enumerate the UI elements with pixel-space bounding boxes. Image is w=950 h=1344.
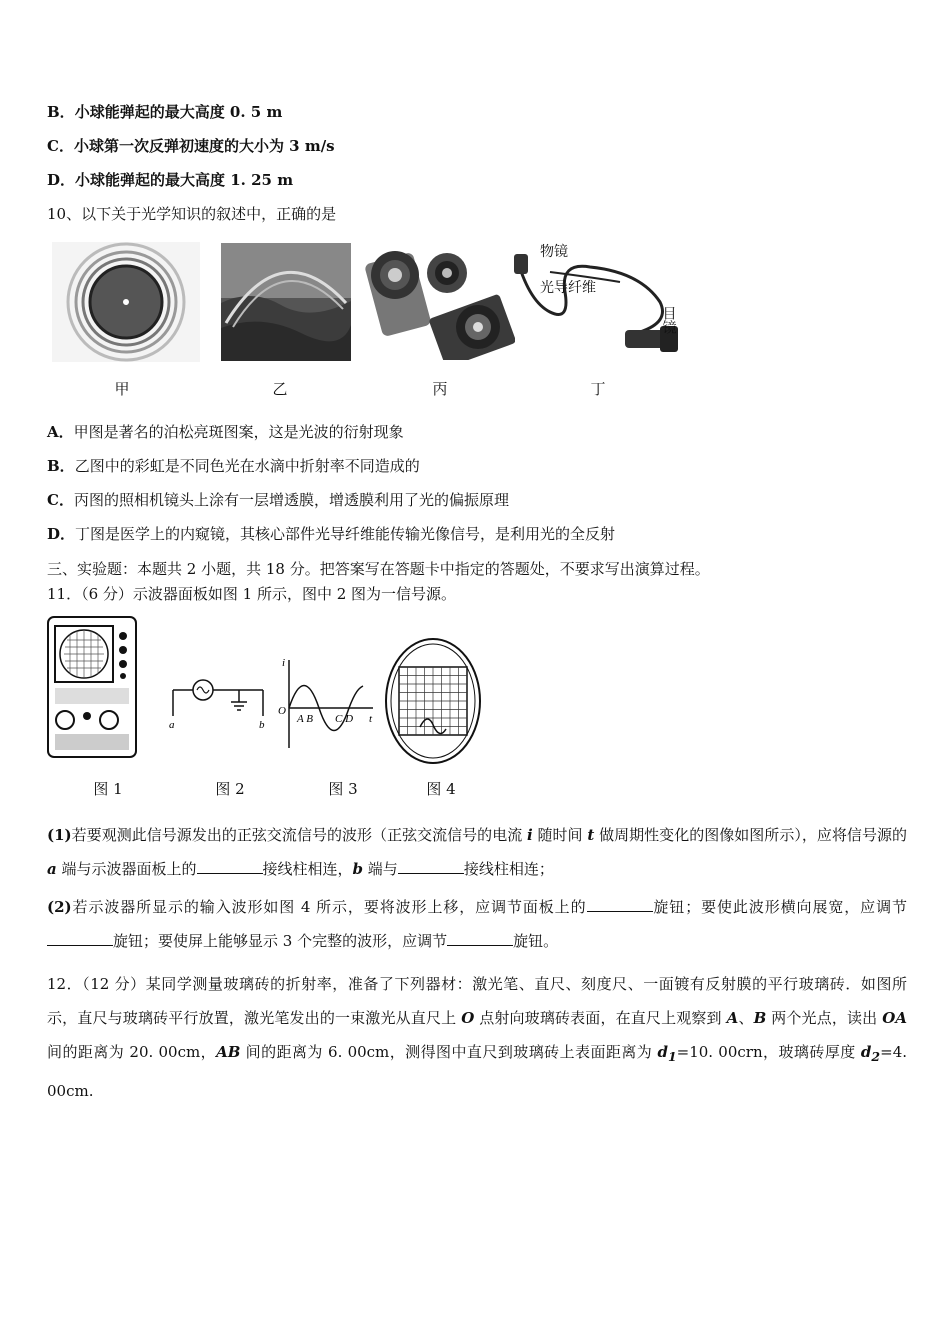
q9-option-c: C．小球第一次反弹初速度的大小为 3 m/s xyxy=(47,137,335,155)
oscilloscope-panel-figure xyxy=(47,616,137,758)
q10-option-b: B．乙图中的彩虹是不同色光在水滴中折射率不同造成的 xyxy=(47,457,420,475)
answer-blank-2[interactable] xyxy=(398,859,464,874)
q10-option-d: D．丁图是医学上的内窥镜，其核心部件光导纤维能传输光像信号，是利用光的全反射 xyxy=(47,525,616,543)
sine-wave-figure xyxy=(277,656,377,752)
q12-stem: 12．（12 分）某同学测量玻璃砖的折射率，准备了下列器材：激光笔、直尺、刻度尺、一面镀有反射膜的平行玻璃砖．如图所示，直尺与玻璃砖平行放置，激光笔发出的一束激光从直尺上 O 点射向玻璃砖表面，在直尺上观察到 A、B 两个光点，读出 OA 间的距离为 20. 00cm，AB 间的距离为 6. 00cm，测得图中直尺到玻璃砖上表面距离为 $d_1=10$. 00crn，玻璃砖厚度 $d_2=4$. 00cm. xyxy=(47,975,908,1100)
caption-yi: 乙 xyxy=(272,380,288,398)
axis-i-label: i xyxy=(282,657,286,669)
signal-source-figure xyxy=(165,668,275,732)
answer-blank-4[interactable] xyxy=(47,931,113,946)
caption-fig2: 图 2 xyxy=(215,780,245,798)
caption-fig4: 图 4 xyxy=(426,780,456,798)
caption-bing: 丙 xyxy=(432,380,448,398)
camera-lens-image xyxy=(365,245,515,360)
points-ab-label: A B xyxy=(297,713,313,725)
points-cd-label: C D xyxy=(335,713,354,725)
q10-option-a: A．甲图是著名的泊松亮斑图案，这是光波的衍射现象 xyxy=(47,423,404,441)
q10-option-c: C．丙图的照相机镜头上涂有一层增透膜，增透膜利用了光的偏振原理 xyxy=(47,491,509,509)
caption-fig1: 图 1 xyxy=(93,780,123,798)
caption-ding: 丁 xyxy=(590,380,606,398)
answer-blank-3[interactable] xyxy=(587,897,653,912)
answer-blank-1[interactable] xyxy=(197,859,263,874)
caption-fig3: 图 3 xyxy=(328,780,358,798)
poisson-spot-image xyxy=(52,242,200,362)
q9-option-d: D．小球能弹起的最大高度 1. 25 m xyxy=(47,171,294,189)
axis-t-label: t xyxy=(369,713,373,725)
q11-part1: (1)若要观测此信号源发出的正弦交流信号的波形（正弦交流信号的电流 i 随时间 t 做周期性变化的图像如图所示），应将信号源的 a 端与示波器面板上的 接线柱相连，b 端与 接线柱相连； xyxy=(47,826,907,878)
origin-label: O xyxy=(278,705,286,717)
label-objective: 物镜 xyxy=(540,245,568,260)
caption-jia: 甲 xyxy=(114,380,130,398)
section-3-heading: 三、实验题：本题共 2 小题，共 18 分。把答案写在答题卡中指定的答题处，不要求写出演算过程。 xyxy=(47,560,710,578)
endoscope-image xyxy=(510,242,690,364)
q11-stem: 11．（6 分）示波器面板如图 1 所示，图中 2 图为一信号源。 xyxy=(47,585,457,603)
q9-option-b: B．小球能弹起的最大高度 0. 5 m xyxy=(47,103,283,121)
answer-blank-5[interactable] xyxy=(447,931,513,946)
rainbow-image xyxy=(221,243,351,361)
q10-stem: 10、以下关于光学知识的叙述中，正确的是 xyxy=(47,205,337,223)
q11-part2: (2)若示波器所显示的输入波形如图 4 所示，要将波形上移，应调节面板上的 旋钮；要使此波形横向展宽，应调节旋钮；要使屏上能够显示 3 个完整的波形，应调节 旋钮。 xyxy=(47,898,907,950)
label-fiber: 光导纤维 xyxy=(540,281,596,296)
oscilloscope-screen-figure xyxy=(384,637,482,765)
label-eyepiece: 目镜 xyxy=(660,306,676,334)
terminal-b-label: b xyxy=(259,719,265,731)
terminal-a-label: a xyxy=(169,719,175,731)
